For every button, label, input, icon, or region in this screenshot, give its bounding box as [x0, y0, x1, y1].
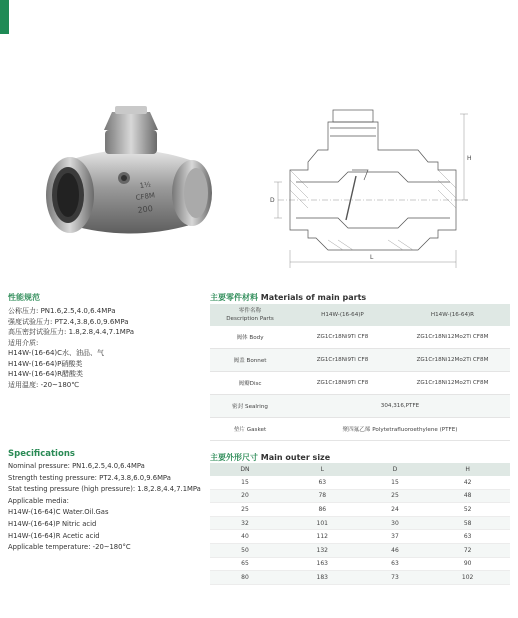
en-spec-line: Nominal pressure: PN1.6,2.5,4.0,6.4MPa [8, 462, 145, 470]
size-cell: 63 [425, 530, 510, 544]
table-row [210, 503, 510, 517]
en-spec-line: Applicable media: [8, 496, 69, 505]
materials-header-part-en: Description Parts [226, 316, 274, 322]
cn-spec-title: 性能规范 [8, 293, 40, 302]
table-row [210, 530, 510, 544]
material-r: ZG1Cr18Ni12Mo2Ti CF8M [395, 349, 510, 372]
en-spec-line: H14W-(16-64)R Acetic acid [8, 531, 100, 540]
size-header: DN [210, 463, 280, 476]
material-part: 阀盖 Bonnet [210, 349, 290, 372]
en-spec-line: H14W-(16-64)C Water.Oil.Gas [8, 508, 109, 517]
materials-title-en: Materials of main parts [260, 293, 367, 302]
size-cell: 25 [210, 503, 280, 517]
table-row [210, 543, 510, 557]
size-header: D [365, 463, 426, 476]
size-cell: 86 [280, 503, 365, 517]
en-spec-line: H14W-(16-64)P Nitric acid [8, 519, 97, 528]
size-cell: 25 [365, 489, 426, 503]
size-cell: 52 [425, 503, 510, 517]
sizes-title-cn: 主要外形尺寸 [210, 453, 258, 462]
table-row [210, 326, 510, 349]
material-r: ZG1Cr18Ni12Mo2Ti CF8M [395, 372, 510, 395]
table-row [210, 372, 510, 395]
size-cell: 46 [365, 543, 426, 557]
size-cell: 78 [280, 489, 365, 503]
material-part: 阀体 Body [210, 326, 290, 349]
size-cell: 40 [210, 530, 280, 544]
material-part: 阀瓣Disc [210, 372, 290, 395]
size-cell: 183 [280, 571, 365, 585]
size-cell: 50 [210, 543, 280, 557]
photo-marking-3: 200 [137, 203, 154, 215]
table-row [210, 476, 510, 489]
valve-photo [40, 100, 220, 250]
material-part: 垫片 Gasket [210, 418, 290, 441]
size-cell: 65 [210, 557, 280, 571]
size-cell: 163 [280, 557, 365, 571]
size-cell: 72 [425, 543, 510, 557]
material-both: 聚四氟乙烯 Polytetrafluoroethylene (PTFE) [290, 418, 510, 441]
size-header: H [425, 463, 510, 476]
size-cell: 80 [210, 571, 280, 585]
materials-title-cn: 主要零件材料 [210, 293, 258, 302]
cn-spec-line: H14W-(16-64)C水、油品、气 [8, 349, 105, 357]
material-part: 密封 Sealring [210, 395, 290, 418]
size-cell: 63 [280, 476, 365, 489]
materials-header-part-cn: 零件名称 [238, 308, 262, 314]
dim-label-h: H [467, 155, 472, 162]
size-cell: 102 [425, 571, 510, 585]
photo-marking-1: 1½ [139, 180, 152, 190]
valve-cross-section-drawing [268, 100, 478, 272]
en-spec-block [8, 449, 208, 554]
size-cell: 48 [425, 489, 510, 503]
size-cell: 32 [210, 516, 280, 530]
size-cell: 101 [280, 516, 365, 530]
materials-header-part [210, 304, 290, 326]
materials-title [210, 292, 366, 303]
materials-table [210, 304, 510, 441]
cn-spec-line: 公称压力: PN1.6,2.5,4.0,6.4MPa [8, 307, 116, 315]
table-row [210, 571, 510, 585]
size-cell: 58 [425, 516, 510, 530]
material-p: ZG1Cr18Ni9Ti CF8 [290, 349, 395, 372]
sizes-title-en: Main outer size [260, 453, 331, 462]
cn-spec-line: 高压密封试验压力: 1.8,2.8,4.4,7.1MPa [8, 328, 135, 336]
table-row [210, 418, 510, 441]
size-cell: 30 [365, 516, 426, 530]
size-cell: 90 [425, 557, 510, 571]
size-cell: 73 [365, 571, 426, 585]
size-cell: 20 [210, 489, 280, 503]
table-row [210, 489, 510, 503]
sizes-table [210, 463, 510, 585]
size-cell: 63 [365, 557, 426, 571]
table-row [210, 557, 510, 571]
size-header: L [280, 463, 365, 476]
table-row [210, 516, 510, 530]
materials-header-col2: H14W-(16-64)R [395, 304, 510, 326]
size-cell: 15 [365, 476, 426, 489]
table-row [210, 395, 510, 418]
size-cell: 42 [425, 476, 510, 489]
en-spec-line: Applicable temperature: -20~180°C [8, 543, 131, 552]
photo-marking-2: CF8M [135, 191, 156, 202]
material-both: 304,316,PTFE [290, 395, 510, 418]
material-r: ZG1Cr18Ni12Mo2Ti CF8M [395, 326, 510, 349]
material-p: ZG1Cr18Ni9Ti CF8 [290, 326, 395, 349]
sizes-title [210, 452, 330, 463]
size-cell: 15 [210, 476, 280, 489]
en-spec-title: Specifications [8, 449, 75, 459]
en-spec-line: Strength testing pressure: PT2.4,3.8,6.0,9.6MPa [8, 473, 171, 482]
cn-spec-line: 强度试验压力: PT2.4,3.8,6.0,9.6MPa [8, 317, 129, 326]
corner-accent-bar [0, 0, 9, 34]
material-p: ZG1Cr18Ni9Ti CF8 [290, 372, 395, 395]
cn-spec-line: 适用温度: -20~180℃ [8, 380, 80, 389]
en-spec-line: Stat testing pressure (high pressure): 1.8,2.8,4.4,7.1MPa [8, 485, 201, 494]
size-cell: 24 [365, 503, 426, 517]
table-row [210, 349, 510, 372]
dim-label-l: L [370, 254, 374, 261]
dim-label-d: D [270, 197, 275, 204]
cn-spec-line: H14W-(16-64)P硝酸类 [8, 359, 83, 368]
cn-spec-line: 适用介质: [8, 338, 39, 347]
cn-spec-block [8, 292, 203, 390]
size-cell: 37 [365, 530, 426, 544]
cn-spec-line: H14W-(16-64)R醋酸类 [8, 370, 84, 378]
size-cell: 112 [280, 530, 365, 544]
materials-header-col1: H14W-(16-64)P [290, 304, 395, 326]
size-cell: 132 [280, 543, 365, 557]
